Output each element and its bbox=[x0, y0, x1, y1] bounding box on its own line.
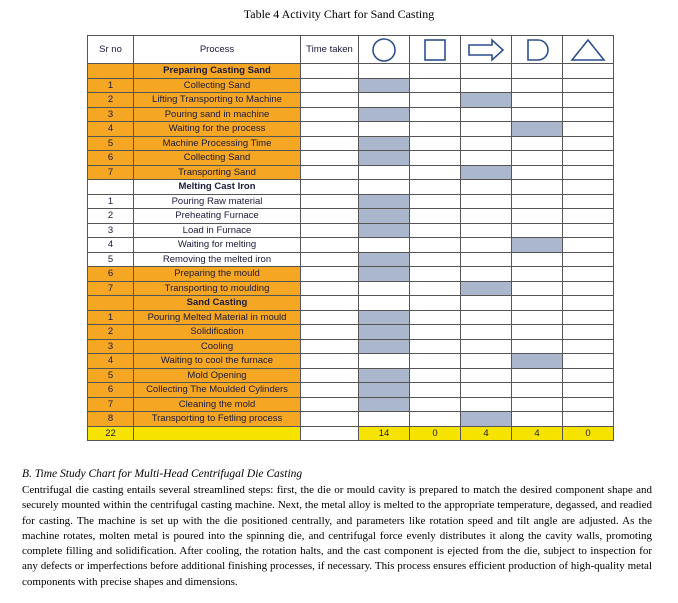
activity-cell bbox=[512, 339, 563, 354]
time-taken-cell bbox=[301, 325, 359, 340]
activity-cell bbox=[512, 136, 563, 151]
section-title-cell: Sand Casting bbox=[134, 296, 301, 311]
activity-cell bbox=[512, 412, 563, 427]
activity-cell bbox=[359, 180, 410, 195]
sr-no-cell: 6 bbox=[88, 267, 134, 282]
process-cell: Machine Processing Time bbox=[134, 136, 301, 151]
table-row bbox=[88, 267, 614, 282]
time-taken-cell bbox=[301, 339, 359, 354]
table-row bbox=[88, 383, 614, 398]
sr-no-cell: 1 bbox=[88, 78, 134, 93]
sr-no-cell: 1 bbox=[88, 310, 134, 325]
activity-cell bbox=[563, 252, 614, 267]
activity-cell bbox=[563, 296, 614, 311]
table-row bbox=[88, 238, 614, 253]
table-row bbox=[88, 252, 614, 267]
process-cell: Pouring Melted Material in mould bbox=[134, 310, 301, 325]
activity-cell bbox=[410, 412, 461, 427]
activity-cell bbox=[512, 252, 563, 267]
activity-cell bbox=[461, 339, 512, 354]
activity-cell bbox=[512, 383, 563, 398]
activity-cell bbox=[461, 122, 512, 137]
activity-cell bbox=[512, 223, 563, 238]
totals-row bbox=[88, 426, 614, 441]
sr-no-cell: 2 bbox=[88, 325, 134, 340]
process-cell: Waiting to cool the furnace bbox=[134, 354, 301, 369]
time-taken-cell bbox=[301, 107, 359, 122]
activity-cell bbox=[461, 325, 512, 340]
activity-cell bbox=[512, 310, 563, 325]
activity-cell bbox=[563, 368, 614, 383]
activity-mark-cell bbox=[461, 281, 512, 296]
time-taken-cell bbox=[301, 252, 359, 267]
inspection-square-icon bbox=[410, 36, 461, 64]
activity-cell bbox=[410, 339, 461, 354]
table-row bbox=[88, 397, 614, 412]
delay-d-icon bbox=[512, 36, 563, 64]
activity-cell bbox=[461, 310, 512, 325]
activity-cell bbox=[563, 151, 614, 166]
activity-mark-cell bbox=[359, 397, 410, 412]
activity-cell bbox=[410, 122, 461, 137]
sr-no-cell: 6 bbox=[88, 151, 134, 166]
activity-cell bbox=[563, 180, 614, 195]
table-row bbox=[88, 93, 614, 108]
table-row bbox=[88, 339, 614, 354]
section-title-cell: Preparing Casting Sand bbox=[134, 64, 301, 79]
activity-mark-cell bbox=[461, 412, 512, 427]
sr-no-cell bbox=[88, 296, 134, 311]
activity-chart-table-wrap bbox=[87, 35, 614, 441]
process-cell: Preheating Furnace bbox=[134, 209, 301, 224]
activity-cell bbox=[410, 267, 461, 282]
activity-cell bbox=[512, 78, 563, 93]
activity-cell bbox=[461, 296, 512, 311]
time-taken-cell bbox=[301, 383, 359, 398]
table-row bbox=[88, 151, 614, 166]
activity-cell bbox=[359, 412, 410, 427]
sr-no-cell: 4 bbox=[88, 122, 134, 137]
activity-cell bbox=[461, 354, 512, 369]
symbol-total-cell: 4 bbox=[512, 426, 563, 441]
activity-cell bbox=[512, 107, 563, 122]
sr-no-cell: 7 bbox=[88, 397, 134, 412]
header-sr-no: Sr no bbox=[88, 36, 134, 64]
activity-cell bbox=[461, 136, 512, 151]
activity-mark-cell bbox=[359, 368, 410, 383]
activity-cell bbox=[410, 151, 461, 166]
sr-no-cell bbox=[88, 180, 134, 195]
activity-cell bbox=[461, 238, 512, 253]
process-cell: Transporting Sand bbox=[134, 165, 301, 180]
activity-cell bbox=[563, 325, 614, 340]
activity-cell bbox=[359, 165, 410, 180]
section-heading: B. Time Study Chart for Multi-Head Centrifugal Die Casting bbox=[22, 468, 303, 480]
activity-cell bbox=[512, 281, 563, 296]
activity-cell bbox=[563, 383, 614, 398]
table-row bbox=[88, 325, 614, 340]
total-process-cell bbox=[134, 426, 301, 441]
process-cell: Cleaning the mold bbox=[134, 397, 301, 412]
activity-cell bbox=[512, 93, 563, 108]
activity-cell bbox=[410, 93, 461, 108]
symbol-total-cell: 4 bbox=[461, 426, 512, 441]
process-cell: Pouring sand in machine bbox=[134, 107, 301, 122]
time-taken-cell bbox=[301, 165, 359, 180]
storage-triangle-icon bbox=[563, 36, 614, 64]
activity-cell bbox=[461, 267, 512, 282]
table-header-row bbox=[88, 36, 614, 64]
activity-mark-cell bbox=[512, 354, 563, 369]
activity-cell bbox=[410, 165, 461, 180]
time-taken-cell bbox=[301, 78, 359, 93]
activity-cell bbox=[512, 267, 563, 282]
process-cell: Solidification bbox=[134, 325, 301, 340]
time-taken-cell bbox=[301, 93, 359, 108]
symbol-total-cell: 0 bbox=[410, 426, 461, 441]
sr-no-cell: 6 bbox=[88, 383, 134, 398]
activity-cell bbox=[461, 383, 512, 398]
activity-cell bbox=[563, 194, 614, 209]
activity-cell bbox=[563, 354, 614, 369]
process-cell: Pouring Raw material bbox=[134, 194, 301, 209]
activity-cell bbox=[563, 122, 614, 137]
time-taken-cell bbox=[301, 122, 359, 137]
header-time-taken: Time taken bbox=[301, 36, 359, 64]
activity-cell bbox=[563, 165, 614, 180]
header-process: Process bbox=[134, 36, 301, 64]
time-taken-cell bbox=[301, 64, 359, 79]
activity-cell bbox=[512, 165, 563, 180]
time-taken-cell bbox=[301, 136, 359, 151]
activity-cell bbox=[410, 64, 461, 79]
activity-cell bbox=[563, 412, 614, 427]
activity-cell bbox=[512, 209, 563, 224]
activity-cell bbox=[563, 136, 614, 151]
table-row bbox=[88, 223, 614, 238]
process-cell: Preparing the mould bbox=[134, 267, 301, 282]
process-cell: Collecting Sand bbox=[134, 151, 301, 166]
activity-cell bbox=[410, 223, 461, 238]
activity-cell bbox=[563, 397, 614, 412]
activity-cell bbox=[461, 252, 512, 267]
activity-cell bbox=[563, 310, 614, 325]
activity-cell bbox=[563, 238, 614, 253]
sr-no-cell: 7 bbox=[88, 281, 134, 296]
sr-no-cell: 8 bbox=[88, 412, 134, 427]
transport-arrow-icon bbox=[461, 36, 512, 64]
activity-cell bbox=[461, 78, 512, 93]
process-cell: Collecting Sand bbox=[134, 78, 301, 93]
sr-no-cell: 4 bbox=[88, 238, 134, 253]
activity-mark-cell bbox=[359, 209, 410, 224]
activity-cell bbox=[563, 93, 614, 108]
time-taken-cell bbox=[301, 238, 359, 253]
table-row bbox=[88, 368, 614, 383]
total-count-cell: 22 bbox=[88, 426, 134, 441]
activity-cell bbox=[410, 281, 461, 296]
activity-mark-cell bbox=[512, 238, 563, 253]
table-row bbox=[88, 281, 614, 296]
activity-cell bbox=[359, 64, 410, 79]
table-row bbox=[88, 107, 614, 122]
activity-cell bbox=[563, 64, 614, 79]
sr-no-cell: 5 bbox=[88, 136, 134, 151]
table-row bbox=[88, 122, 614, 137]
activity-cell bbox=[461, 209, 512, 224]
activity-mark-cell bbox=[359, 310, 410, 325]
activity-cell bbox=[461, 368, 512, 383]
activity-cell bbox=[410, 354, 461, 369]
process-cell: Mold Opening bbox=[134, 368, 301, 383]
sr-no-cell: 5 bbox=[88, 252, 134, 267]
table-row bbox=[88, 136, 614, 151]
activity-mark-cell bbox=[359, 78, 410, 93]
time-taken-cell bbox=[301, 180, 359, 195]
activity-mark-cell bbox=[359, 383, 410, 398]
section-header-row bbox=[88, 64, 614, 79]
table-row bbox=[88, 412, 614, 427]
time-taken-cell bbox=[301, 310, 359, 325]
time-taken-cell bbox=[301, 223, 359, 238]
symbol-total-cell: 0 bbox=[563, 426, 614, 441]
process-cell: Lifting Transporting to Machine bbox=[134, 93, 301, 108]
activity-cell bbox=[512, 151, 563, 166]
process-cell: Load in Furnace bbox=[134, 223, 301, 238]
operation-circle-icon bbox=[359, 36, 410, 64]
table-row bbox=[88, 209, 614, 224]
process-cell: Cooling bbox=[134, 339, 301, 354]
process-cell: Transporting to Fetling process bbox=[134, 412, 301, 427]
table-caption: Table 4 Activity Chart for Sand Casting bbox=[243, 7, 435, 21]
process-cell: Transporting to moulding bbox=[134, 281, 301, 296]
activity-cell bbox=[410, 180, 461, 195]
sr-no-cell: 3 bbox=[88, 223, 134, 238]
activity-chart-table bbox=[87, 35, 614, 441]
activity-cell bbox=[410, 383, 461, 398]
activity-cell bbox=[410, 194, 461, 209]
table-row bbox=[88, 194, 614, 209]
activity-cell bbox=[410, 136, 461, 151]
activity-cell bbox=[461, 397, 512, 412]
activity-mark-cell bbox=[461, 165, 512, 180]
table-body bbox=[88, 64, 614, 441]
time-taken-cell bbox=[301, 209, 359, 224]
activity-mark-cell bbox=[512, 122, 563, 137]
activity-cell bbox=[512, 180, 563, 195]
table-row bbox=[88, 78, 614, 93]
activity-cell bbox=[512, 397, 563, 412]
activity-mark-cell bbox=[359, 339, 410, 354]
activity-cell bbox=[359, 354, 410, 369]
activity-cell bbox=[410, 397, 461, 412]
activity-cell bbox=[461, 151, 512, 166]
activity-mark-cell bbox=[359, 151, 410, 166]
activity-cell bbox=[410, 368, 461, 383]
activity-cell bbox=[410, 310, 461, 325]
section-header-row bbox=[88, 296, 614, 311]
sr-no-cell: 1 bbox=[88, 194, 134, 209]
table-row bbox=[88, 165, 614, 180]
process-cell: Collecting The Moulded Cylinders bbox=[134, 383, 301, 398]
time-taken-cell bbox=[301, 397, 359, 412]
activity-cell bbox=[461, 223, 512, 238]
time-taken-cell bbox=[301, 281, 359, 296]
table-row bbox=[88, 354, 614, 369]
sr-no-cell bbox=[88, 64, 134, 79]
time-taken-cell bbox=[301, 194, 359, 209]
sr-no-cell: 7 bbox=[88, 165, 134, 180]
activity-cell bbox=[359, 93, 410, 108]
activity-mark-cell bbox=[359, 136, 410, 151]
activity-mark-cell bbox=[359, 325, 410, 340]
activity-cell bbox=[512, 325, 563, 340]
activity-cell bbox=[563, 267, 614, 282]
activity-cell bbox=[563, 209, 614, 224]
activity-mark-cell bbox=[359, 194, 410, 209]
section-title-cell: Melting Cast Iron bbox=[134, 180, 301, 195]
activity-cell bbox=[512, 194, 563, 209]
activity-cell bbox=[359, 122, 410, 137]
activity-mark-cell bbox=[461, 93, 512, 108]
activity-mark-cell bbox=[359, 223, 410, 238]
table-row bbox=[88, 310, 614, 325]
activity-cell bbox=[461, 64, 512, 79]
time-taken-cell bbox=[301, 296, 359, 311]
activity-mark-cell bbox=[359, 252, 410, 267]
body-paragraph: Centrifugal die casting entails several streamlined steps: first, the die or mould cavity is prepared to match the desired component shape and securely mounted within the centrifugal casting machine. Next, the metal alloy is melted to the appropriate temperature, degassed, and readied for casting. The machine is set up with the die positioned centrally, and parameters like rotation speed and tilt angle are adjusted. As the machine rotates, molten metal is poured into the spinning die, and centrifugal force evenly distributes it along the cavity walls, promoting complete filling and solidification. After cooling, the rotation halts, and the cast component is ejected from the die, subject to inspection for any defects or imperfections before additional finishing processes, if necessary. This process ensures efficient production of high-quality metal components with precise shapes and dimensions. bbox=[22, 484, 652, 588]
symbol-total-cell: 14 bbox=[359, 426, 410, 441]
time-taken-cell bbox=[301, 354, 359, 369]
sr-no-cell: 2 bbox=[88, 209, 134, 224]
sr-no-cell: 3 bbox=[88, 107, 134, 122]
activity-cell bbox=[563, 281, 614, 296]
activity-cell bbox=[461, 107, 512, 122]
activity-cell bbox=[461, 194, 512, 209]
sr-no-cell: 3 bbox=[88, 339, 134, 354]
activity-cell bbox=[512, 296, 563, 311]
time-taken-cell bbox=[301, 412, 359, 427]
total-time-cell bbox=[301, 426, 359, 441]
activity-cell bbox=[512, 368, 563, 383]
activity-cell bbox=[410, 325, 461, 340]
sr-no-cell: 5 bbox=[88, 368, 134, 383]
activity-cell bbox=[410, 296, 461, 311]
activity-cell bbox=[563, 78, 614, 93]
section-header-row bbox=[88, 180, 614, 195]
sr-no-cell: 4 bbox=[88, 354, 134, 369]
process-cell: Waiting for melting bbox=[134, 238, 301, 253]
process-cell: Removing the melted iron bbox=[134, 252, 301, 267]
activity-cell bbox=[563, 339, 614, 354]
process-cell: Waiting for the process bbox=[134, 122, 301, 137]
activity-cell bbox=[410, 78, 461, 93]
activity-cell bbox=[359, 281, 410, 296]
activity-cell bbox=[461, 180, 512, 195]
activity-cell bbox=[563, 223, 614, 238]
activity-cell bbox=[359, 238, 410, 253]
time-taken-cell bbox=[301, 267, 359, 282]
activity-cell bbox=[410, 107, 461, 122]
activity-cell bbox=[410, 209, 461, 224]
activity-cell bbox=[410, 252, 461, 267]
activity-cell bbox=[410, 238, 461, 253]
activity-cell bbox=[359, 296, 410, 311]
activity-cell bbox=[563, 107, 614, 122]
activity-mark-cell bbox=[359, 267, 410, 282]
activity-mark-cell bbox=[359, 107, 410, 122]
activity-cell bbox=[512, 64, 563, 79]
time-taken-cell bbox=[301, 151, 359, 166]
sr-no-cell: 2 bbox=[88, 93, 134, 108]
time-taken-cell bbox=[301, 368, 359, 383]
